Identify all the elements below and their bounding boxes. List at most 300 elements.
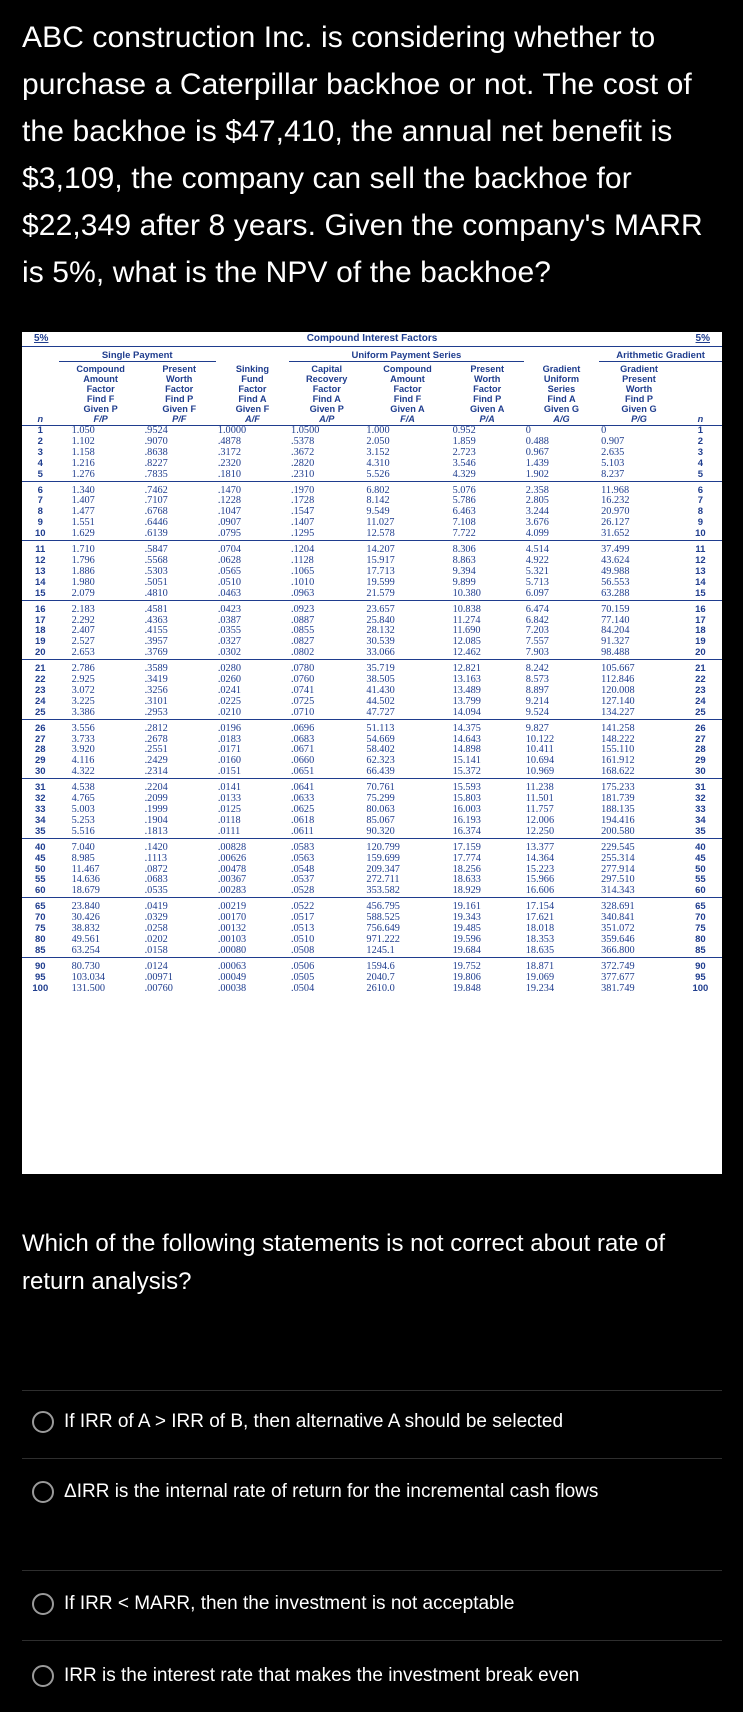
table-cell: 66.439	[364, 767, 450, 778]
table-cell: .0513	[291, 924, 315, 935]
column-header-2-line-5: Given F	[162, 404, 197, 414]
row-n-right: 10	[679, 529, 722, 540]
table-cell: 188.135	[601, 805, 635, 815]
table-cell: .5303	[144, 566, 168, 577]
table-cell: 15.593	[452, 782, 481, 794]
table-cell: .0125	[217, 805, 241, 815]
column-header-6-line-6: P/A	[479, 414, 495, 424]
table-cell: 7.557	[525, 637, 549, 648]
table-cell: 3.920	[71, 745, 95, 756]
table-cell: 4.116	[71, 756, 95, 767]
table-cell: 8.985	[71, 853, 95, 864]
table-cell: 120.008	[601, 685, 635, 696]
table-cell: 1.216	[71, 458, 95, 469]
table-cell: .0907	[217, 518, 241, 529]
table-cell: .6446	[144, 518, 168, 529]
column-header-2-line-6: P/F	[172, 414, 187, 424]
table-cell: 11.238	[525, 782, 554, 794]
column-header-5-line-4: Find F	[393, 394, 422, 404]
table-cell: .1810	[216, 470, 289, 481]
table-row	[22, 448, 722, 459]
group-arithmetic-gradient: Arithmetic Gradient	[599, 347, 722, 362]
column-header-5-line-5: Given A	[390, 404, 425, 414]
table-cell: 3.556	[71, 722, 95, 734]
row-n-right: 90	[695, 960, 706, 972]
row-n-right: 1	[697, 425, 704, 436]
column-header-row	[22, 362, 722, 426]
table-cell: 11.274	[452, 615, 481, 626]
table-cell: 4.099	[524, 529, 599, 540]
table-cell: 11.027	[366, 518, 395, 529]
table-cell: .0537	[291, 875, 315, 886]
table-cell: 80.730	[71, 960, 100, 972]
table-row	[22, 854, 722, 865]
table-cell: .3172	[217, 447, 241, 458]
table-row	[22, 924, 722, 935]
table-cell: 19.752	[452, 960, 481, 972]
option-3-label: If IRR < MARR, then the investment is not acceptable	[64, 1593, 515, 1614]
table-cell: .0329	[144, 913, 168, 924]
table-cell: .0855	[291, 626, 315, 637]
table-cell: 16.232	[601, 496, 630, 507]
table-row	[22, 578, 722, 589]
table-row	[22, 481, 722, 496]
table-cell: .1728	[291, 496, 315, 507]
column-header-6-line-3: Factor	[473, 384, 502, 394]
table-cell: .1970	[291, 484, 315, 496]
table-cell: 4.310	[366, 458, 390, 469]
table-cell: .0651	[289, 767, 364, 778]
table-cell: .9524	[144, 425, 168, 436]
table-cell: .0683	[144, 875, 168, 886]
question-2-text: Which of the following statements is not correct about rate of return analysis?	[22, 1230, 665, 1295]
table-cell: .0463	[216, 589, 289, 600]
table-cell: 5.321	[525, 566, 549, 577]
table-cell: 6.474	[525, 603, 549, 615]
column-header-7	[524, 362, 599, 426]
table-cell: .1065	[291, 566, 315, 577]
column-header-4-line-3: Factor	[312, 384, 341, 394]
table-cell: 4.322	[59, 767, 143, 778]
row-n-right: 17	[695, 615, 706, 626]
table-cell: 1.886	[71, 566, 95, 577]
table-cell: 8.242	[525, 663, 549, 675]
row-n-right: 14	[695, 577, 706, 588]
column-header-5	[364, 362, 450, 426]
column-header-3-line-1: Sinking	[235, 364, 270, 374]
table-row	[22, 567, 722, 578]
table-cell: 2610.0	[366, 983, 395, 994]
table-cell: 340.841	[601, 913, 635, 924]
row-n-left: 14	[35, 577, 46, 588]
table-cell: 8.573	[525, 675, 549, 686]
row-n-right: 35	[679, 827, 722, 838]
table-cell: .1047	[217, 507, 241, 518]
row-n-left: 2	[37, 436, 43, 447]
row-n-right: 25	[679, 708, 722, 719]
table-cell: 19.343	[452, 913, 481, 924]
table-cell: 9.524	[524, 708, 599, 719]
table-cell: .00478	[217, 864, 247, 875]
table-cell: .0196	[217, 722, 241, 734]
table-cell: .2812	[144, 722, 168, 734]
column-header-1-line-5: Given P	[83, 404, 118, 414]
row-n-left: 17	[35, 615, 46, 626]
table-cell: .5051	[144, 577, 168, 588]
table-cell: 6.097	[524, 589, 599, 600]
table-cell: 19.234	[525, 983, 555, 994]
table-row	[22, 426, 722, 437]
table-cell: .3957	[144, 637, 168, 648]
table-cell: 18.353	[525, 934, 555, 945]
table-row	[22, 470, 722, 481]
table-cell: .0508	[289, 946, 364, 957]
table-cell: .0183	[217, 734, 241, 745]
row-n-left: 8	[37, 507, 43, 518]
table-cell: .4155	[144, 626, 168, 637]
column-header-7-line-3: Series	[547, 384, 576, 394]
table-row	[22, 600, 722, 615]
radio-button-option-1[interactable]	[32, 1411, 54, 1433]
row-n-left: 12	[35, 555, 46, 566]
table-cell: .1813	[143, 827, 216, 838]
table-cell: .0548	[291, 864, 315, 875]
row-n-left: 95	[35, 972, 46, 983]
table-row	[22, 875, 722, 886]
row-n-left: 60	[22, 886, 59, 897]
table-cell: 17.159	[452, 841, 481, 853]
table-cell: 0	[601, 425, 607, 436]
table-row	[22, 935, 722, 946]
table-cell: 0.952	[452, 425, 476, 436]
row-n-left: 18	[35, 626, 46, 637]
table-body	[22, 426, 722, 995]
row-n-right: 45	[695, 853, 706, 864]
row-n-left: 7	[37, 496, 43, 507]
table-cell: .2099	[144, 794, 168, 805]
row-n-right: 95	[695, 972, 706, 983]
table-cell: 5.516	[59, 827, 143, 838]
row-n-left: 25	[22, 708, 59, 719]
table-row	[22, 697, 722, 708]
table-cell: 26.127	[601, 518, 630, 529]
table-cell: .0696	[291, 722, 315, 734]
table-cell: .0611	[289, 827, 364, 838]
table-cell: .0517	[291, 913, 315, 924]
table-cell: 11.968	[601, 484, 630, 496]
table-row	[22, 805, 722, 816]
table-cell: .0618	[291, 815, 315, 826]
table-cell: 0.488	[525, 436, 549, 447]
table-cell: .0725	[291, 696, 315, 707]
column-header-5-line-3: Factor	[393, 384, 422, 394]
table-cell: .0133	[217, 794, 241, 805]
table-cell: 12.578	[364, 529, 450, 540]
table-cell: 3.225	[71, 696, 95, 707]
table-cell: .00063	[217, 960, 247, 972]
table-cell: .0355	[217, 626, 241, 637]
table-cell: .7107	[144, 496, 168, 507]
table-top-bar	[22, 332, 722, 347]
table-cell: 2.079	[59, 589, 143, 600]
table-cell: 12.006	[525, 815, 555, 826]
table-cell: 8.897	[525, 685, 549, 696]
column-header-1-line-6: F/P	[93, 414, 108, 424]
n-header-left: n	[37, 414, 44, 424]
table-cell: 38.832	[71, 924, 100, 935]
table-cell: .0124	[144, 960, 168, 972]
column-header-3	[216, 362, 289, 426]
column-header-1	[59, 362, 143, 426]
column-header-4-line-2: Recovery	[306, 374, 348, 384]
table-cell: 1.340	[71, 484, 95, 496]
table-cell: 17.774	[452, 853, 481, 864]
row-n-right: 50	[695, 864, 706, 875]
table-cell: .0563	[291, 853, 315, 864]
table-cell: 56.553	[601, 577, 630, 588]
table-cell: .0760	[291, 675, 315, 686]
table-cell: 18.256	[452, 864, 481, 875]
table-cell: 120.799	[366, 841, 400, 853]
table-cell: 28.132	[366, 626, 395, 637]
table-cell: 7.108	[452, 518, 476, 529]
table-row	[22, 745, 722, 756]
table-cell: .00170	[217, 913, 247, 924]
radio-button-option-2[interactable]	[32, 1481, 54, 1503]
table-cell: .0210	[216, 708, 289, 719]
table-cell: 8.863	[452, 555, 476, 566]
row-n-left: 13	[35, 566, 46, 577]
column-header-3-line-4: Find A	[238, 394, 267, 404]
row-n-right: 20	[679, 648, 722, 659]
table-cell: .1295	[289, 529, 364, 540]
table-cell: .3589	[144, 663, 168, 675]
table-cell: 7.722	[451, 529, 524, 540]
table-cell: .00971	[144, 972, 173, 983]
table-row	[22, 496, 722, 507]
table-row	[22, 518, 722, 529]
row-n-right: 30	[679, 767, 722, 778]
table-cell: 209.347	[366, 864, 400, 875]
table-cell: .4810	[143, 589, 216, 600]
radio-button-option-4[interactable]	[32, 1665, 54, 1687]
table-cell: 7.903	[524, 648, 599, 659]
table-cell: 18.679	[59, 886, 143, 897]
table-cell: 15.917	[366, 555, 395, 566]
table-cell: .0522	[291, 901, 315, 913]
table-cell: .0583	[291, 841, 315, 853]
table-cell: 6.842	[525, 615, 549, 626]
row-n-left: 16	[35, 603, 46, 615]
table-cell: 16.374	[451, 827, 524, 838]
table-cell: 3.386	[59, 708, 143, 719]
table-cell: .4581	[144, 603, 168, 615]
table-cell: .0160	[217, 756, 241, 767]
row-n-left: 4	[37, 458, 43, 469]
table-cell: .0780	[291, 663, 315, 675]
table-cell: 359.646	[601, 934, 635, 945]
table-cell: 63.288	[599, 589, 679, 600]
table-cell: 277.914	[601, 864, 635, 875]
row-n-left: 30	[22, 767, 59, 778]
table-cell: 9.214	[525, 696, 549, 707]
table-cell: 155.110	[601, 745, 635, 756]
option-1-label: If IRR of A > IRR of B, then alternative A should be selected	[64, 1411, 564, 1432]
option-2[interactable]	[22, 1458, 722, 1570]
row-n-right: 16	[695, 603, 706, 615]
table-cell: 5.003	[71, 805, 95, 815]
table-cell: 18.633	[452, 875, 481, 886]
table-cell: 1.276	[59, 470, 143, 481]
table-cell: 19.684	[451, 946, 524, 957]
column-header-4	[289, 362, 364, 426]
table-row	[22, 459, 722, 470]
table-cell: .7835	[143, 470, 216, 481]
row-n-right: 28	[695, 745, 706, 756]
table-row	[22, 973, 722, 984]
column-header-2-line-2: Worth	[166, 374, 193, 384]
table-cell: 49.988	[601, 566, 630, 577]
table-row	[22, 529, 722, 540]
table-cell: .1204	[291, 544, 315, 556]
table-cell: 14.636	[71, 875, 100, 886]
table-cell: 80.063	[366, 805, 395, 815]
table-cell: .00103	[217, 934, 247, 945]
column-header-2-line-3: Factor	[165, 384, 194, 394]
interest-factor-table	[22, 347, 722, 995]
table-cell: 13.489	[452, 685, 481, 696]
column-header-4-line-5: Given P	[309, 404, 344, 414]
option-4[interactable]	[22, 1640, 722, 1710]
table-cell: 272.711	[366, 875, 400, 886]
row-n-left: 5	[22, 470, 59, 481]
table-cell: 3.244	[525, 507, 549, 518]
table-cell: 23.657	[366, 603, 395, 615]
table-cell: 12.250	[524, 827, 599, 838]
column-header-8-line-2: Present	[622, 374, 656, 384]
table-cell: 14.207	[366, 544, 395, 556]
table-cell: 12.821	[452, 663, 481, 675]
table-cell: 63.254	[59, 946, 143, 957]
table-cell: 7.203	[525, 626, 549, 637]
table-cell: 98.488	[599, 648, 679, 659]
row-n-left: 80	[35, 934, 46, 945]
table-cell: 105.667	[601, 663, 635, 675]
table-cell: .0710	[289, 708, 364, 719]
table-cell: .3769	[143, 648, 216, 659]
table-cell: 30.426	[71, 913, 100, 924]
row-n-left: 21	[35, 663, 46, 675]
table-cell: .0887	[291, 615, 315, 626]
table-cell: 1.859	[452, 436, 476, 447]
row-n-left: 90	[35, 960, 46, 972]
option-1[interactable]	[22, 1390, 722, 1458]
table-cell: 2.292	[71, 615, 95, 626]
table-row	[22, 756, 722, 767]
table-row	[22, 589, 722, 600]
table-cell: 1.158	[71, 447, 95, 458]
row-n-left: 100	[32, 983, 49, 994]
row-n-left: 70	[35, 913, 46, 924]
row-n-right: 15	[679, 589, 722, 600]
table-cell: 314.343	[599, 886, 679, 897]
row-n-right: 4	[697, 458, 704, 469]
table-cell: 20.970	[601, 507, 630, 518]
table-cell: .0660	[291, 756, 315, 767]
row-n-left: 23	[35, 685, 46, 696]
table-cell: 18.635	[524, 946, 599, 957]
table-cell: 1.000	[366, 425, 390, 436]
table-cell: 1.050	[71, 425, 95, 436]
row-n-right: 100	[692, 983, 709, 994]
row-n-right: 65	[695, 901, 706, 913]
table-cell: 14.898	[452, 745, 481, 756]
table-cell: 0.967	[525, 447, 549, 458]
table-cell: .00367	[217, 875, 247, 886]
table-cell: 4.765	[71, 794, 95, 805]
column-header-1-line-4: Find F	[86, 394, 115, 404]
table-cell: 15.966	[525, 875, 555, 886]
table-cell: .0565	[217, 566, 241, 577]
row-n-left: 20	[22, 648, 59, 659]
table-cell: 2.050	[366, 436, 390, 447]
table-cell: .0625	[291, 805, 315, 815]
table-row	[22, 686, 722, 697]
table-cell: .2551	[144, 745, 168, 756]
table-cell: 168.622	[599, 767, 679, 778]
row-n-right: 19	[695, 637, 706, 648]
table-cell: 1245.1	[364, 946, 450, 957]
row-n-right: 11	[695, 544, 706, 556]
table-row	[22, 648, 722, 659]
column-header-7-line-1: Gradient	[542, 364, 581, 374]
table-cell: 5.786	[452, 496, 476, 507]
row-n-right: 75	[695, 924, 706, 935]
table-cell: .2320	[217, 458, 241, 469]
row-n-left: 40	[35, 841, 46, 853]
row-n-right: 5	[679, 470, 722, 481]
table-cell: .0419	[144, 901, 168, 913]
table-cell: 229.545	[601, 841, 635, 853]
table-cell: 3.676	[525, 518, 549, 529]
table-cell: 141.258	[601, 722, 635, 734]
row-n-right: 22	[695, 675, 706, 686]
table-cell: 194.416	[601, 815, 635, 826]
radio-button-option-3[interactable]	[32, 1593, 54, 1615]
table-cell: 11.757	[525, 805, 554, 815]
option-3[interactable]	[22, 1570, 722, 1640]
table-cell: 588.525	[366, 913, 400, 924]
table-cell: 255.314	[601, 853, 635, 864]
table-cell: .0327	[217, 637, 241, 648]
row-n-left: 3	[37, 447, 43, 458]
row-n-right: 29	[695, 756, 706, 767]
table-cell: 75.299	[366, 794, 395, 805]
row-n-left: 9	[37, 518, 43, 529]
table-row	[22, 827, 722, 838]
row-n-right: 80	[695, 934, 706, 945]
table-cell: 12.462	[451, 648, 524, 659]
row-n-right: 60	[679, 886, 722, 897]
row-n-left: 26	[35, 722, 46, 734]
table-cell: 19.161	[452, 901, 481, 913]
group-uniform-series: Uniform Payment Series	[289, 347, 524, 362]
table-row	[22, 616, 722, 627]
table-cell: .0504	[291, 983, 315, 994]
table-cell: .0141	[217, 782, 241, 794]
row-n-right: 9	[697, 518, 704, 529]
table-cell: 38.505	[366, 675, 395, 686]
